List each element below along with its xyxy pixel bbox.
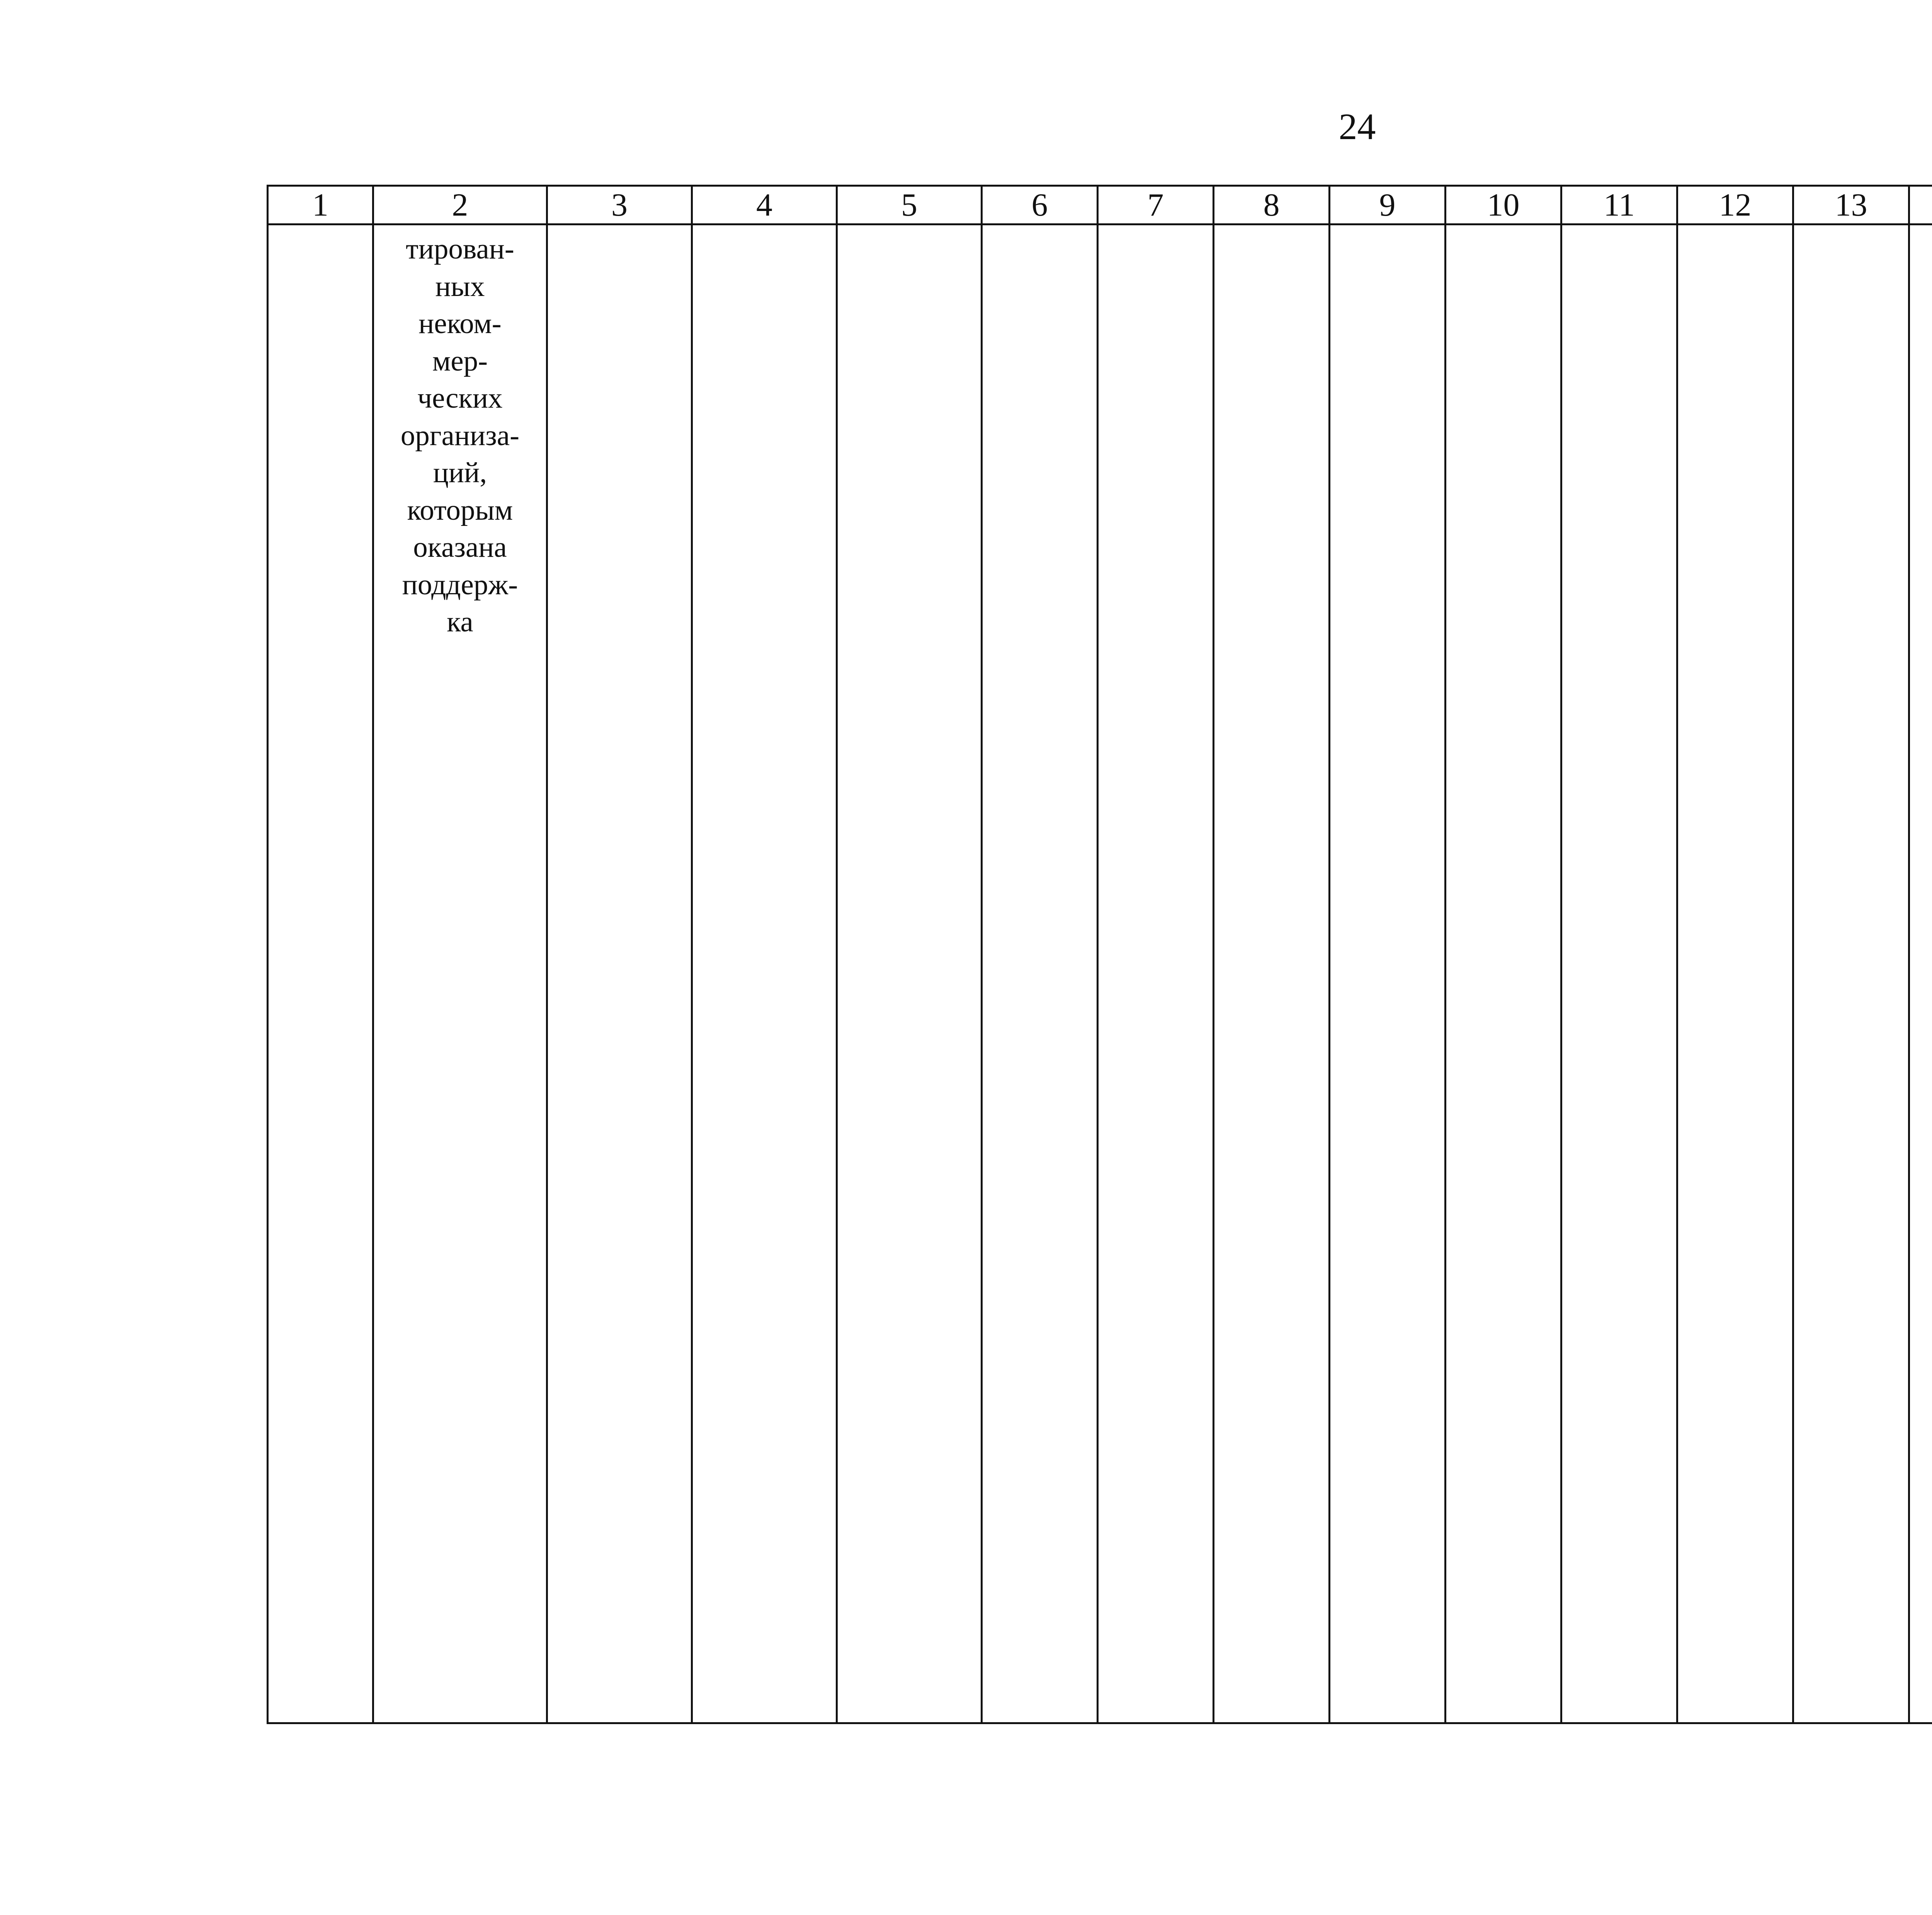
- table-cell-col-13: [1793, 224, 1909, 1723]
- table-cell-col-14: [1909, 224, 1932, 1723]
- data-table: [267, 185, 1932, 1724]
- column-header: 2: [373, 186, 547, 224]
- cell-line: ка: [447, 606, 473, 638]
- table-cell-col-1: [268, 224, 373, 1723]
- column-number-row: [268, 186, 1932, 224]
- cell-line: ных: [435, 270, 485, 303]
- column-header: 10: [1446, 186, 1561, 224]
- table-cell-col-4: [692, 224, 837, 1723]
- table-cell-col-5: [837, 224, 982, 1723]
- column-header: 12: [1677, 186, 1793, 224]
- column-header: 9: [1330, 186, 1446, 224]
- column-header: 13: [1793, 186, 1909, 224]
- column-header: 1: [268, 186, 373, 224]
- cell-line: тирован-: [406, 233, 514, 265]
- page-number: 24: [1338, 106, 1376, 147]
- cell-line: организа-: [400, 419, 520, 452]
- cell-line: оказана: [413, 531, 507, 563]
- table-cell-col-2: [373, 224, 547, 1723]
- cell-text: [374, 225, 546, 641]
- cell-line: мер-: [432, 345, 488, 377]
- table-cell-col-12: [1677, 224, 1793, 1723]
- column-header: 6: [982, 186, 1098, 224]
- table-cell-col-8: [1214, 224, 1330, 1723]
- table-cell-col-10: [1446, 224, 1561, 1723]
- column-header: [1909, 186, 1932, 224]
- column-header: 3: [547, 186, 692, 224]
- table-row: [268, 224, 1932, 1723]
- column-header: 4: [692, 186, 837, 224]
- cell-line: которым: [407, 494, 513, 526]
- column-header: 5: [837, 186, 982, 224]
- table-cell-col-7: [1098, 224, 1214, 1723]
- table-cell-col-9: [1330, 224, 1446, 1723]
- column-header: 7: [1098, 186, 1214, 224]
- cell-line: ций,: [433, 457, 487, 489]
- column-header: 8: [1214, 186, 1330, 224]
- column-header: 11: [1561, 186, 1677, 224]
- cell-line: поддерж-: [402, 568, 518, 601]
- cell-line: ческих: [417, 382, 503, 414]
- table-cell-col-6: [982, 224, 1098, 1723]
- table-cell-col-3: [547, 224, 692, 1723]
- cell-line: неком-: [418, 308, 502, 340]
- table-cell-col-11: [1561, 224, 1677, 1723]
